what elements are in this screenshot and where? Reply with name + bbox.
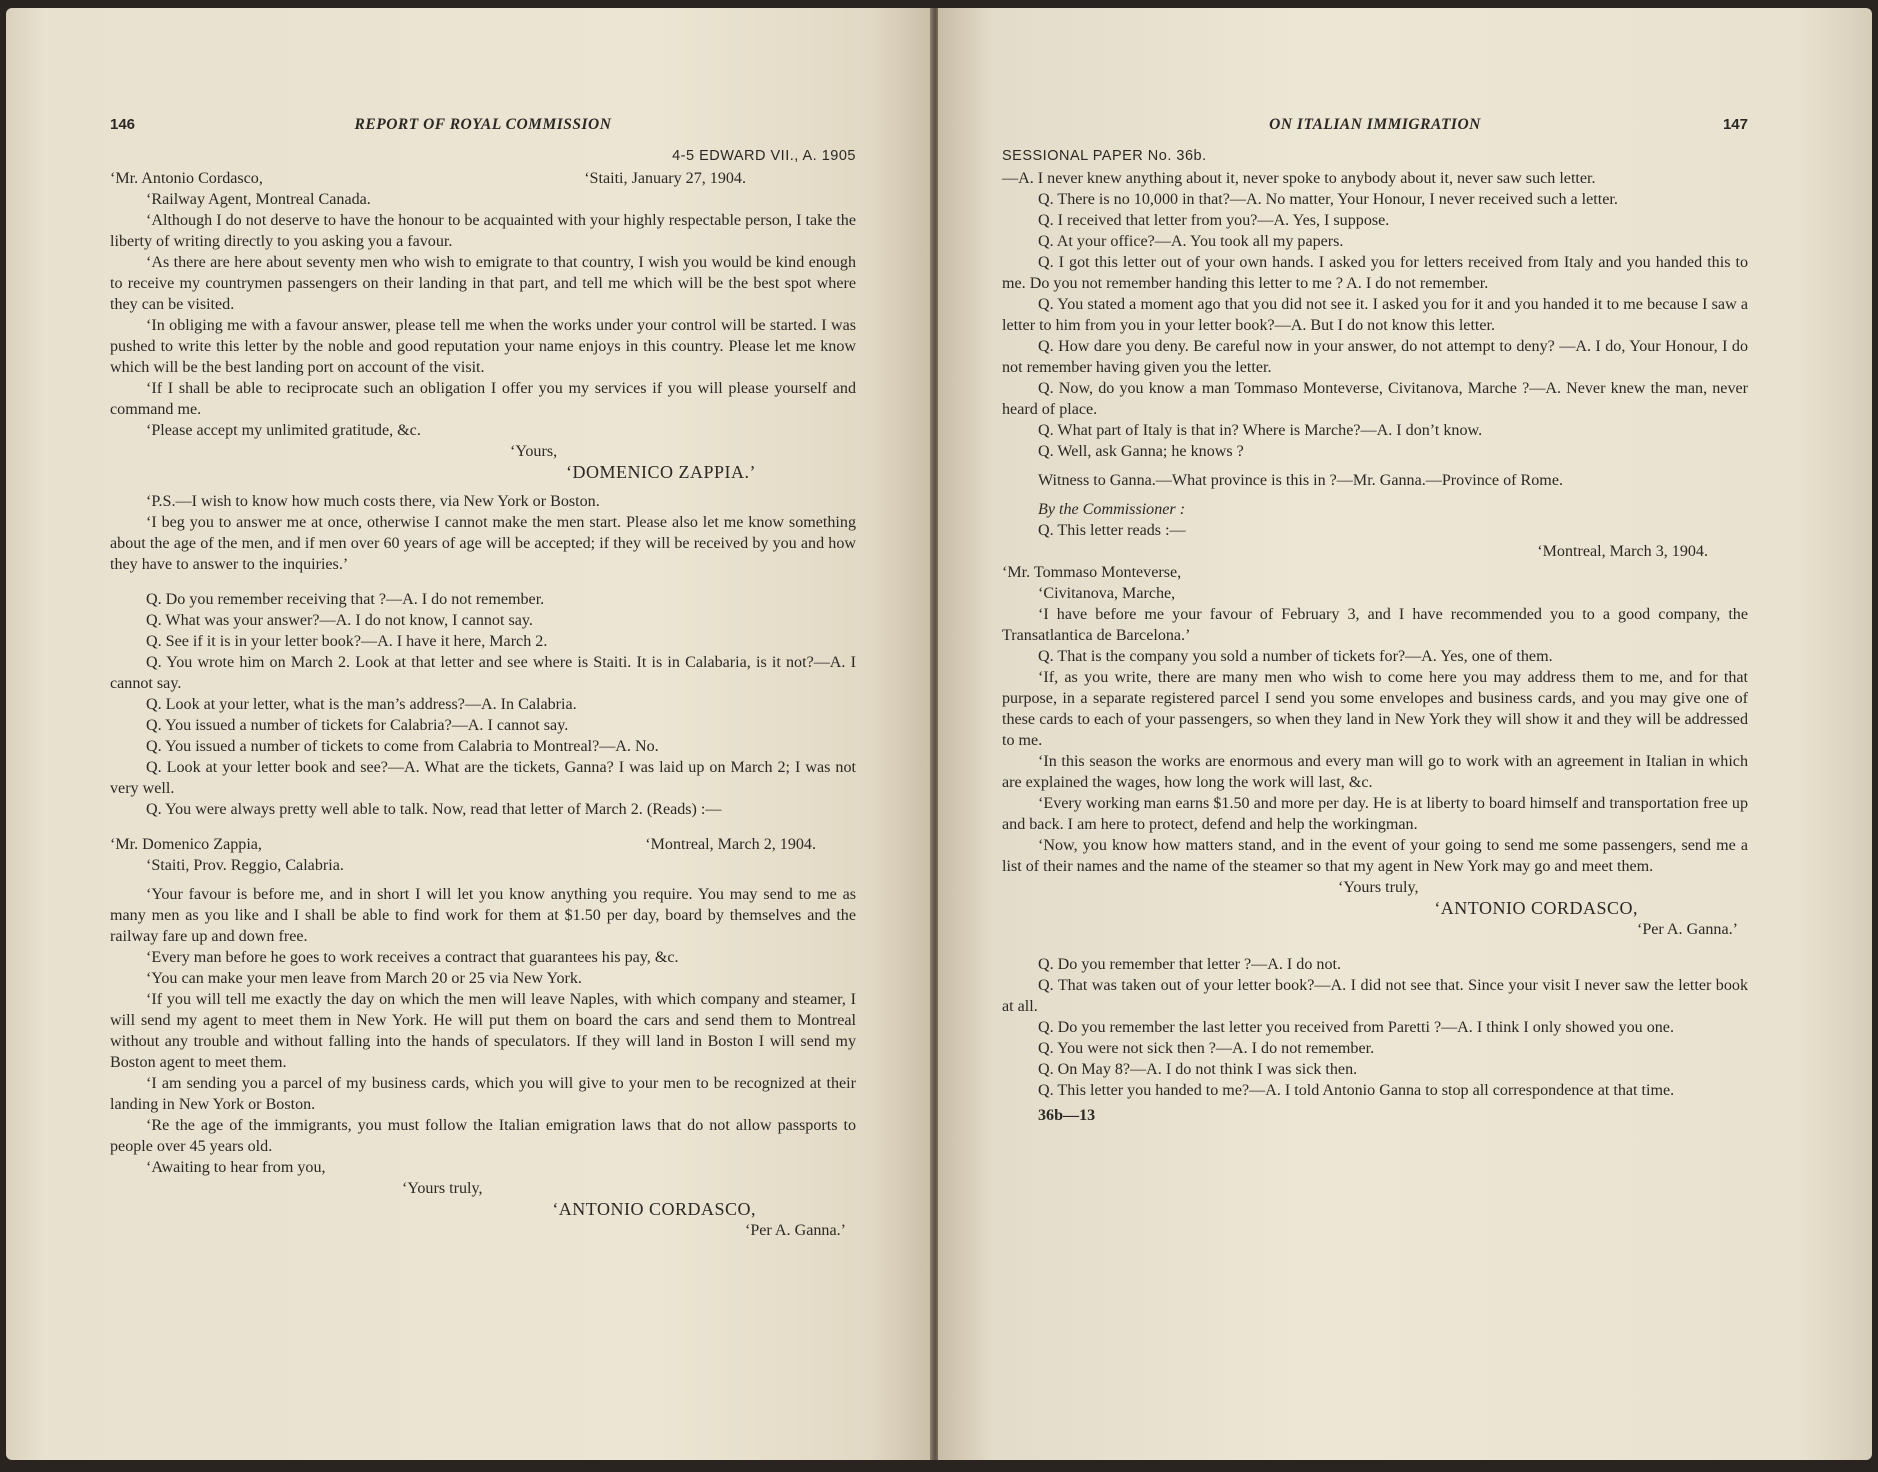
qa-line: Q. You issued a number of tickets for Calabria?—A. I cannot say. — [146, 717, 569, 734]
letter-paragraph: ‘If, as you write, there are many men who wish to come here you may address them to me, and for that purpose, in a separate registered parcel I send you some envelopes and business cards, and you may give one of these cards to each of your passengers, so when they land in New York they will show it and they will be addressed to me. — [1002, 669, 1748, 749]
page-number: 146 — [110, 116, 136, 133]
witness-line: Witness to Ganna.—What province is this in ?—Mr. Ganna.—Province of Rome. — [1038, 472, 1563, 489]
qa-line: Q. I got this letter out of your own hands. I asked you for letters received from Italy and you handed this to me. Do you not remember handing this letter to me ? A. I do not remember. — [1002, 254, 1748, 292]
running-title: REPORT OF ROYAL COMMISSION — [354, 116, 612, 133]
place-date: ‘Montreal, March 3, 1904. — [1537, 543, 1708, 560]
running-title: ON ITALIAN IMMIGRATION — [1269, 116, 1481, 133]
postscript: ‘I beg you to answer me at once, otherwise I cannot make the men start. Please also let me know something about the age of the men, and if men over 60 years of age will be accepted; if they will be received by you and how they have to answer to the inquiries.’ — [110, 514, 856, 573]
qa-line: Q. There is no 10,000 in that?—A. No matter, Your Honour, I never received such a letter. — [1038, 191, 1618, 208]
letter-paragraph: ‘In this season the works are enormous and every man will go to work with an agreement in Italian in which are explained the wages, how long the work will last, &c. — [1002, 753, 1748, 791]
letter-paragraph: ‘Although I do not deserve to have the honour to be acquainted with your highly respectable person, I take the liberty of writing directly to you asking you a favour. — [110, 212, 856, 250]
place-date: ‘Staiti, January 27, 1904. — [584, 170, 746, 187]
letter-paragraph: ‘Your favour is before me, and in short I will let you know anything you require. You may send to me as many men as you like and I shall be able to find work for them at $1.50 per day, board by themselves and the railway fare up and down free. — [110, 886, 856, 945]
qa-line: Q. You were not sick then ?—A. I do not remember. — [1038, 1040, 1375, 1057]
qa-line: Q. How dare you deny. Be careful now in your answer, do not attempt to deny? —A. I do, Your Honour, I do not remember having given you the letter. — [1002, 338, 1748, 376]
letter-paragraph: ‘If you will tell me exactly the day on which the men will leave Naples, with which company and steamer, I will send my agent to meet them in New York. He will put them on board the cars and send them to Montreal without any trouble and without falling into the hands of speculators. If they will land in Boston I will send my Boston agent to meet them. — [110, 991, 856, 1071]
qa-line: Q. You stated a moment ago that you did not see it. I asked you for it and you handed it to me because I saw a letter to him from you in your letter book?—A. But I do not know this letter. — [1002, 296, 1748, 334]
qa-line: Q. Look at your letter book and see?—A. What are the tickets, Ganna? I was laid up on March 2; I was not very well. — [110, 759, 856, 797]
qa-line: —A. I never knew anything about it, never spoke to anybody about it, never saw such letter. — [1002, 170, 1596, 187]
letter-paragraph: ‘I am sending you a parcel of my business cards, which you will give to your men to be recognized at their landing in New York or Boston. — [110, 1075, 856, 1113]
letter-signature: ‘DOMENICO ZAPPIA.’ — [566, 462, 756, 482]
qa-line: Q. That was taken out of your letter book?—A. I did not see that. Since your visit I never saw the letter book at all. — [1002, 977, 1748, 1015]
place-date: ‘Montreal, March 2, 1904. — [645, 836, 816, 853]
letter-per: ‘Per A. Ganna.’ — [744, 1222, 846, 1239]
letter-paragraph: ‘You can make your men leave from March 20 or 25 via New York. — [146, 970, 582, 987]
postscript: ‘P.S.—I wish to know how much costs there, via New York or Boston. — [146, 493, 600, 510]
letter-signature: ‘ANTONIO CORDASCO, — [1434, 898, 1638, 918]
letter-paragraph: ‘As there are here about seventy men who wish to emigrate to that country, I wish you would be kind enough to receive my countrymen passengers on their landing in that part, and tell me which will be the best spot where they can be visited. — [110, 254, 856, 313]
page-number: 147 — [1722, 116, 1748, 133]
letter-per: ‘Per A. Ganna.’ — [1636, 921, 1738, 938]
addressee: ‘Mr. Antonio Cordasco, — [110, 170, 263, 187]
address: ‘Staiti, Prov. Reggio, Calabria. — [146, 857, 344, 874]
qa-line: Q. What was your answer?—A. I do not know, I cannot say. — [146, 612, 533, 629]
letter-closing: ‘Yours, — [510, 443, 558, 460]
qa-line: Q. On May 8?—A. I do not think I was sick then. — [1038, 1061, 1358, 1078]
letter-paragraph: ‘If I shall be able to reciprocate such an obligation I offer you my services if you will please yourself and command me. — [110, 380, 856, 418]
qa-line: Q. At your office?—A. You took all my papers. — [1038, 233, 1344, 250]
by-commissioner: By the Commissioner : — [1038, 501, 1186, 518]
letter-paragraph: ‘Now, you know how matters stand, and in the event of your going to send me some passengers, send me a list of their names and the name of the steamer so that my agent in New York may go and meet them. — [1002, 837, 1748, 875]
qa-line: Q. That is the company you sold a number of tickets for?—A. Yes, one of them. — [1038, 648, 1553, 665]
session-label: SESSIONAL PAPER No. 36b. — [1002, 148, 1207, 164]
qa-line: Q. Look at your letter, what is the man’s address?—A. In Calabria. — [146, 696, 577, 713]
signature-mark: 36b—13 — [1038, 1107, 1096, 1124]
qa-line: Q. You issued a number of tickets to come from Calabria to Montreal?—A. No. — [146, 738, 659, 755]
qa-line: Q. Do you remember that letter ?—A. I do not. — [1038, 956, 1342, 973]
address: ‘Civitanova, Marche, — [1038, 585, 1176, 602]
qa-line: Q. What part of Italy is that in? Where is Marche?—A. I don’t know. — [1038, 422, 1483, 439]
letter-heading — [110, 834, 856, 855]
letter-paragraph: ‘Every working man earns $1.50 and more per day. He is at liberty to board himself and transportation free up and back. I am here to protect, defend and help the workingman. — [1002, 795, 1748, 833]
qa-line: Q. This letter reads :— — [1038, 522, 1186, 539]
qa-line: Q. You wrote him on March 2. Look at that letter and see where is Staiti. It is in Calabaria, is it not?—A. I cannot say. — [110, 654, 856, 692]
address: ‘Railway Agent, Montreal Canada. — [146, 191, 371, 208]
addressee: ‘Mr. Tommaso Monteverse, — [1002, 564, 1182, 581]
qa-line: Q. Well, ask Ganna; he knows ? — [1038, 443, 1244, 460]
addressee: ‘Mr. Domenico Zappia, — [110, 836, 262, 853]
qa-line: Q. See if it is in your letter book?—A. I have it here, March 2. — [146, 633, 548, 650]
right-page-header — [1002, 114, 1748, 138]
letter-paragraph: ‘Every man before he goes to work receives a contract that guarantees his pay, &c. — [146, 949, 679, 966]
letter-heading — [110, 168, 856, 189]
letter-signature: ‘ANTONIO CORDASCO, — [552, 1199, 756, 1219]
qa-line: Q. You were always pretty well able to talk. Now, read that letter of March 2. (Reads) :— — [146, 801, 722, 818]
session-label: 4-5 EDWARD VII., A. 1905 — [672, 148, 856, 164]
qa-line: Q. This letter you handed to me?—A. I told Antonio Ganna to stop all correspondence at that time. — [1038, 1082, 1675, 1099]
letter-paragraph: ‘I have before me your favour of February 3, and I have recommended you to a good company, the Transatlantica de Barcelona.’ — [1002, 606, 1748, 644]
letter-paragraph: ‘Awaiting to hear from you, — [146, 1159, 326, 1176]
qa-line: Q. Now, do you know a man Tommaso Monteverse, Civitanova, Marche ?—A. Never knew the man, never heard of place. — [1002, 380, 1748, 418]
letter-paragraph: ‘Re the age of the immigrants, you must follow the Italian emigration laws that do not allow passports to people over 45 years old. — [110, 1117, 856, 1155]
letter-closing: ‘Yours truly, — [402, 1180, 483, 1197]
qa-line: Q. I received that letter from you?—A. Yes, I suppose. — [1038, 212, 1390, 229]
letter-paragraph: ‘Please accept my unlimited gratitude, &c. — [146, 422, 421, 439]
qa-line: Q. Do you remember receiving that ?—A. I do not remember. — [146, 591, 545, 608]
left-text-column — [110, 114, 856, 1241]
qa-line: Q. Do you remember the last letter you received from Paretti ?—A. I think I only showed you one. — [1038, 1019, 1674, 1036]
left-page — [6, 8, 934, 1460]
right-text-column — [1002, 114, 1748, 1126]
right-page — [938, 8, 1872, 1460]
left-page-header — [110, 114, 856, 138]
letter-paragraph: ‘In obliging me with a favour answer, please tell me when the works under your control will be started. I was pushed to write this letter by the noble and good reputation your name enjoys in this country. Please let me know which will be the best landing port on account of the visit. — [110, 317, 856, 376]
letter-closing: ‘Yours truly, — [1338, 879, 1419, 896]
